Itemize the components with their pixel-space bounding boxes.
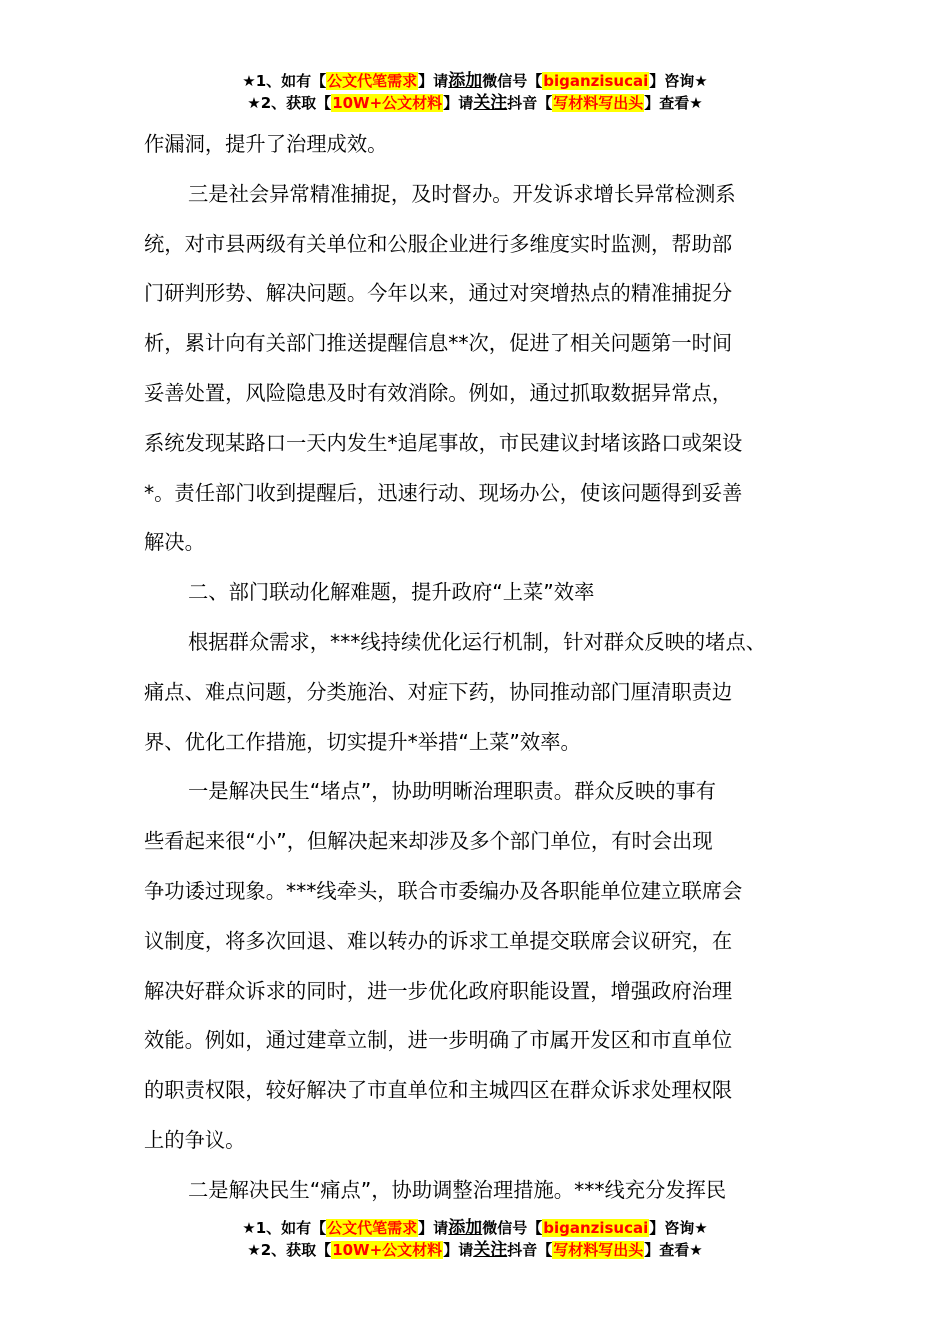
footer-banner-bottom [0,1217,950,1261]
body-line: *。责任部门收到提醒后，迅速行动、现场办公，使该问题得到妥善 [144,480,743,505]
body-line: 界、优化工作措施，切实提升*举措“上菜”效率。 [144,729,581,754]
banner-highlight: 公文代笔需求 [327,72,418,90]
banner-highlight-wechat-id: biganzisucai [543,72,649,90]
banner-line-2 [0,1239,950,1261]
banner-text: 】请 [418,1219,449,1237]
banner-text: 】请 [443,94,474,112]
body-line: 解决。 [144,530,205,555]
body-line: 系统发现某路口一天内发生*追尾事故，市民建议封堵该路口或架设 [144,430,743,455]
body-line: 门研判形势、解决问题。今年以来，通过对突增热点的精准捕捉分 [144,281,733,306]
banner-emphasis: 添加 [448,1218,483,1238]
body-line: 争功诿过现象。***线牵头，联合市委编办及各职能单位建立联席会 [144,878,743,903]
banner-text: 】查看★ [644,1241,703,1259]
banner-text: 】请 [418,72,449,90]
banner-emphasis: 添加 [448,71,483,91]
body-line: 些看起来很“小”，但解决起来却涉及多个部门单位，有时会出现 [144,829,713,854]
body-line: 效能。例如，通过建章立制，进一步明确了市属开发区和市直单位 [144,1028,733,1053]
banner-text: ★1、如有【 [242,72,327,90]
banner-text: 】咨询★ [649,1219,708,1237]
banner-text: ★1、如有【 [242,1219,327,1237]
banner-highlight: 10W+公文材料 [332,94,443,112]
body-line: 解决好群众诉求的同时，进一步优化政府职能设置，增强政府治理 [144,978,733,1003]
banner-emphasis: 关注 [473,93,508,113]
banner-text: 】查看★ [644,94,703,112]
banner-text: 微信号【 [482,1219,543,1237]
banner-text: 】请 [443,1241,474,1259]
banner-text: 微信号【 [482,72,543,90]
banner-text: ★2、获取【 [247,94,332,112]
body-line: 痛点、难点问题，分类施治、对症下药，协同推动部门厘清职责边 [144,679,733,704]
body-line: 的职责权限，较好解决了市直单位和主城四区在群众诉求处理权限 [144,1078,733,1103]
section-heading: 二、部门联动化解难题，提升政府“上菜”效率 [188,580,595,605]
banner-text: ★2、获取【 [247,1241,332,1259]
banner-text: 抖音【 [507,94,553,112]
body-line: 统，对市县两级有关单位和公服企业进行多维度实时监测，帮助部 [144,231,733,256]
document-body [144,120,819,1216]
header-banner-top [0,70,950,114]
banner-highlight: 公文代笔需求 [327,1219,418,1237]
banner-highlight: 10W+公文材料 [332,1241,443,1259]
body-line: 一是解决民生“堵点”，协助明晰治理职责。群众反映的事有 [188,779,717,804]
banner-text: 抖音【 [507,1241,553,1259]
banner-line-1 [0,1217,950,1239]
body-line: 上的争议。 [144,1127,246,1152]
body-line: 二是解决民生“痛点”，协助调整治理措施。***线充分发挥民 [188,1177,727,1202]
banner-highlight-douyin-id: 写材料写出头 [553,94,644,112]
body-line: 议制度，将多次回退、难以转办的诉求工单提交联席会议研究，在 [144,928,733,953]
body-line: 三是社会异常精准捕捉，及时督办。开发诉求增长异常检测系 [188,181,736,206]
banner-highlight-douyin-id: 写材料写出头 [553,1241,644,1259]
body-line: 妥善处置，风险隐患及时有效消除。例如，通过抓取数据异常点， [144,380,733,405]
body-line: 根据群众需求，***线持续优化运行机制，针对群众反映的堵点、 [188,629,767,654]
body-line: 作漏洞，提升了治理成效。 [144,132,388,156]
banner-text: 】咨询★ [649,72,708,90]
body-line: 析，累计向有关部门推送提醒信息**次，促进了相关问题第一时间 [144,331,733,356]
banner-line-1 [0,70,950,92]
banner-line-2 [0,92,950,114]
banner-highlight-wechat-id: biganzisucai [543,1219,649,1237]
banner-emphasis: 关注 [473,1240,508,1260]
